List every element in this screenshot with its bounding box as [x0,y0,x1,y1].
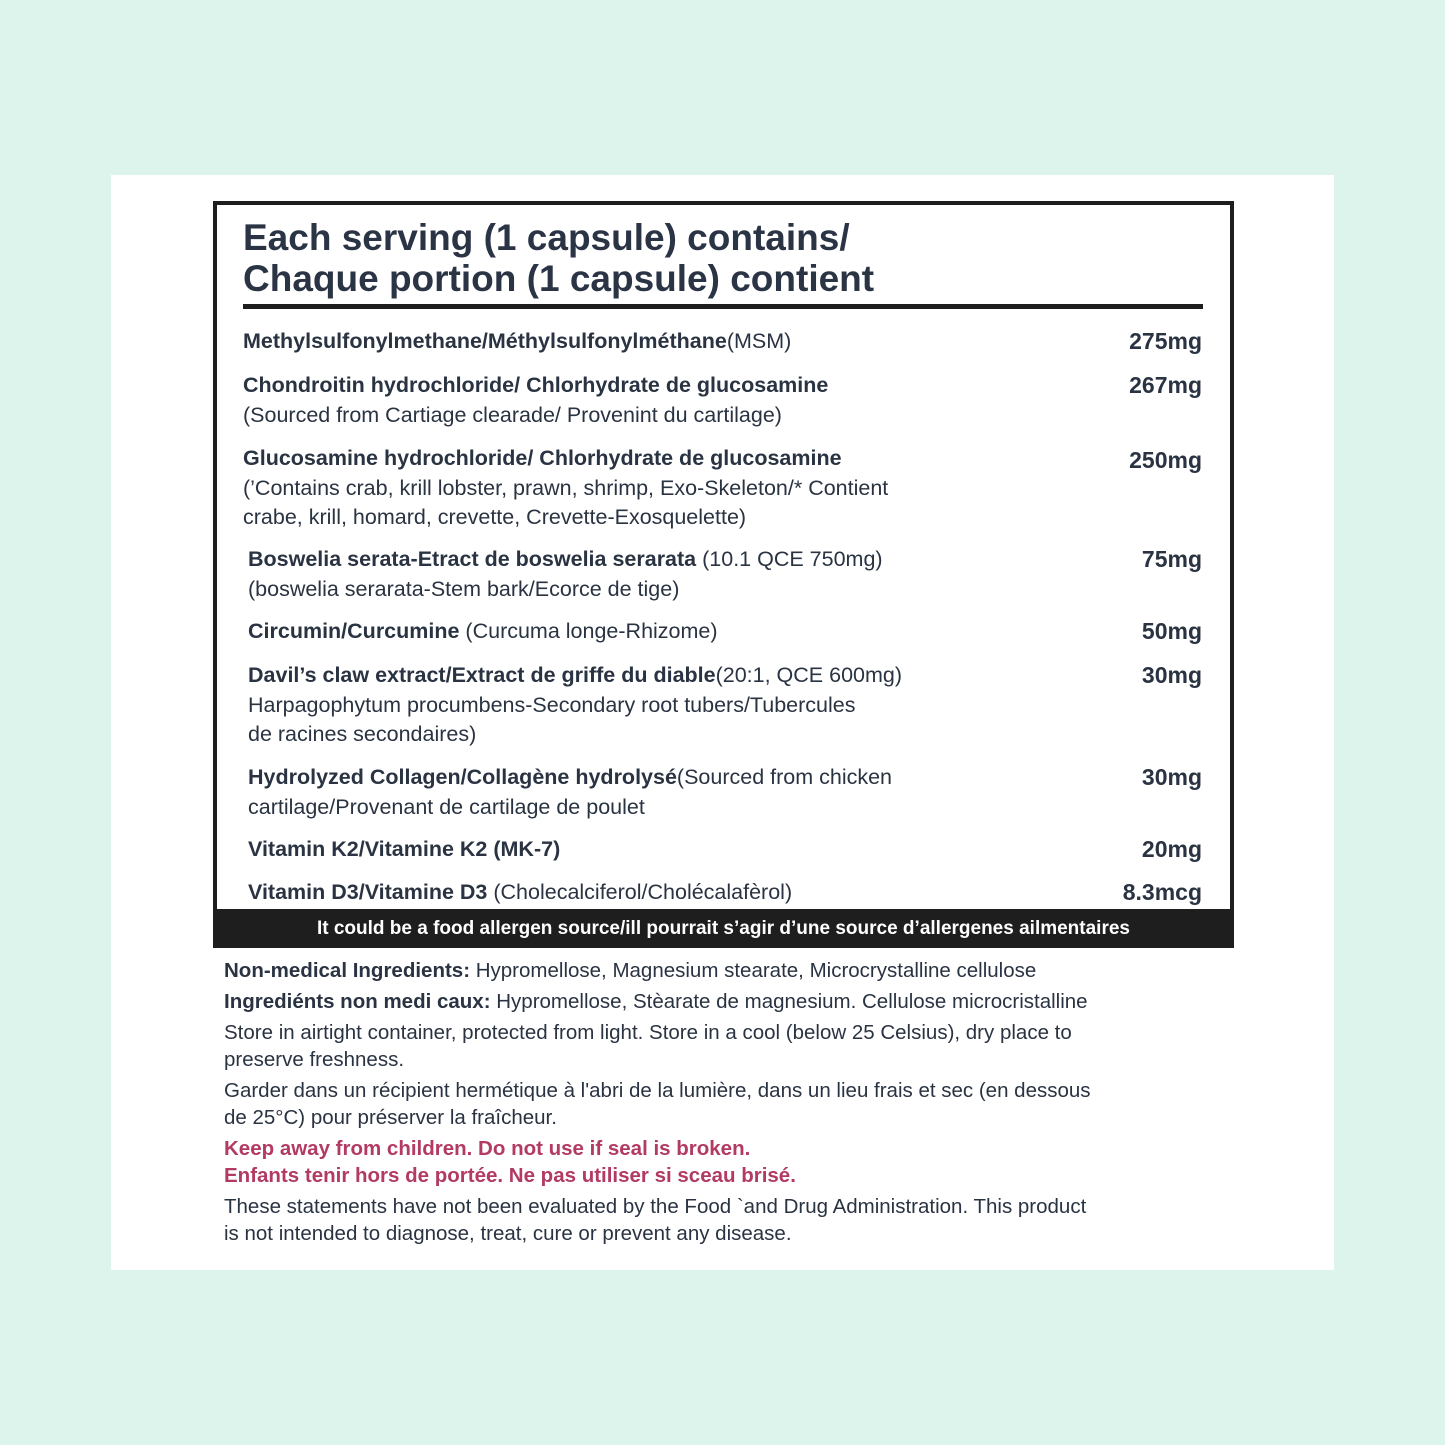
warning-fr: Enfants tenir hors de portée. Ne pas utiliser si sceau brisé. [224,1164,796,1187]
ingredient-detail: (Sourced from Cartiage clearade/ Provenint du cartilage) [243,402,782,427]
ingredient-detail: (’Contains crab, krill lobster, prawn, shrimp, Exo-Skeleton/* Contient [243,475,889,500]
facts-title-fr: Chaque portion (1 capsule) contient [243,258,875,299]
ingredient-detail: cartilage/Provenant de cartilage de poulet [248,794,645,819]
ingredient-name: Hydrolyzed Collagen/Collagène hydrolysé(Sourced from chicken cartilage/Provenant de cartilage de poulet [248,763,892,822]
label-info [224,957,1184,1247]
ingredient-amount: 30mg [1141,764,1202,790]
ingredient-name: Chondroitin hydrochloride/ Chlorhydrate de glucosamine (Sourced from Cartiage clearade/ Provenint du cartilage) [243,371,828,430]
ingredient-name: Vitamin D3/Vitamine D3 (Cholecalciferol/Cholécalafèrol) [248,880,793,904]
non-medical-ingredients-fr: Ingrediénts non medi caux: Hypromellose, Stèarate de magnesium. Cellulose microcristalline [224,990,1088,1013]
ingredient-amount: 267mg [1129,372,1202,398]
storage-en: Store in airtight container, protected from light. Store in a cool (below 25 Celsius), dry place to [224,1021,1072,1044]
ingredient-amount: 250mg [1129,447,1202,473]
ingredient-detail: de racines secondaires) [248,722,477,746]
ingredient-amount: 8.3mcg [1122,879,1202,905]
ingredient-name: Methylsulfonylmethane/Méthylsulfonylméthane(MSM) [243,329,792,353]
ingredient-name: Davil’s claw extract/Extract de griffe du diable(20:1, QCE 600mg) Harpagophytum procumbens-Secondary root tubers/Tubercules de racines secondaires) [248,661,902,750]
ingredient-name: Boswelia serata-Etract de boswelia serarata (10.1 QCE 750mg) (boswelia serarata-Stem bark/Ecorce de tige) [248,545,883,604]
storage-fr-cont: de 25°C) pour préserver la fraîcheur. [224,1106,557,1129]
facts-title [243,217,874,299]
ingredient-amount: 20mg [1141,836,1202,862]
ingredient-detail: crabe, krill, homard, crevette, Crevette-Exosquelette) [243,505,747,529]
ingredient-name: Vitamin K2/Vitamine K2 (MK-7) [248,837,561,861]
label-card [111,175,1334,1270]
ingredient-amount: 30mg [1141,662,1202,688]
ingredient-detail: Harpagophytum procumbens-Secondary root tubers/Tubercules [248,692,856,717]
title-divider [243,304,1203,309]
fda-disclaimer-cont: is not intended to diagnose, treat, cure or prevent any disease. [224,1222,792,1245]
fda-disclaimer: These statements have not been evaluated by the Food `and Drug Administration. This product [224,1195,1087,1218]
allergen-notice: It could be a food allergen source/ill pourrait s’agir d’une source d’allergenes ailmentaires [213,909,1234,948]
ingredient-amount: 275mg [1129,328,1202,354]
storage-en-cont: preserve freshness. [224,1048,405,1071]
non-medical-ingredients: Non-medical Ingredients: Hypromellose, Magnesium stearate, Microcrystalline cellulose [224,959,1037,982]
facts-title-en: Each serving (1 capsule) contains/ [243,217,850,258]
ingredient-name: Circumin/Curcumine (Curcuma longe-Rhizome) [248,619,718,643]
ingredient-amount: 50mg [1141,618,1202,644]
warning-en: Keep away from children. Do not use if seal is broken. [224,1137,751,1160]
ingredient-name: Glucosamine hydrochloride/ Chlorhydrate de glucosamine (’Contains crab, krill lobster, prawn, shrimp, Exo-Skeleton/* Contient crabe, krill, homard, crevette, Crevette-Exosquelette) [243,444,888,533]
supplement-facts-box [213,201,1234,909]
ingredient-amount: 75mg [1141,546,1202,572]
storage-fr: Garder dans un récipient hermétique à l'abri de la lumière, dans un lieu frais et sec (en dessous [224,1079,1091,1102]
ingredient-detail: (boswelia serarata-Stem bark/Ecorce de tige) [248,576,680,601]
